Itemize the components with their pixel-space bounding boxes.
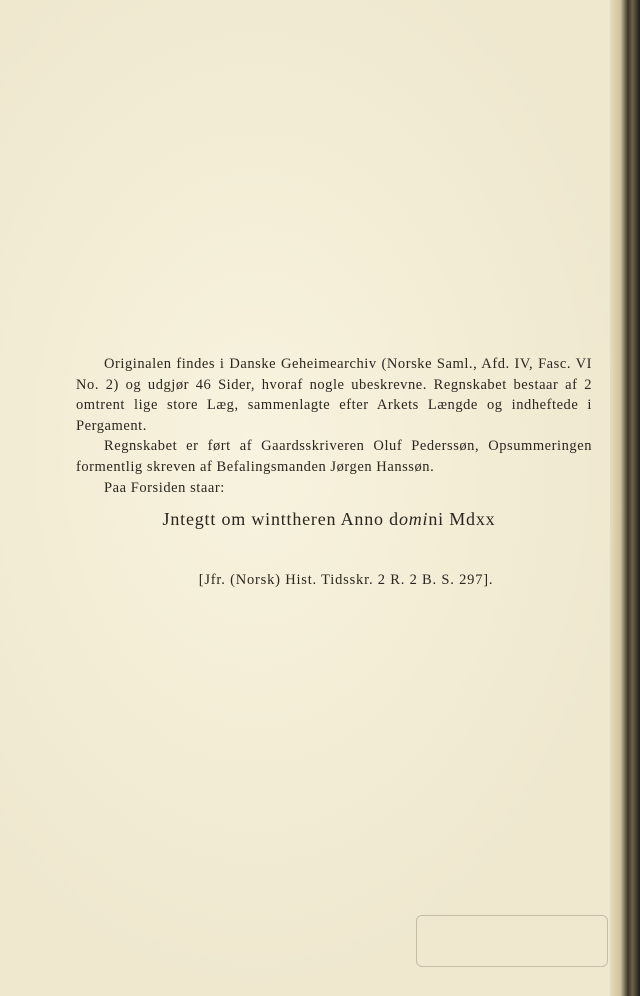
inscription-italic: omi — [398, 509, 429, 530]
paragraph-original-description: Originalen findes i Danske Geheimearchiv (Norske Saml., Afd. IV, Fasc. VI No. 2) og udgjør 46 Sider, hvoraf nogle ubeskrevne. Regnskabet bestaar af 2 omtrent lige store Læg, sammenlagte efter Arkets Længde og indheftede i Pergament. — [76, 356, 592, 434]
page-fold-mark — [416, 915, 608, 967]
paragraph-accounts-author: Regnskabet er ført af Gaardsskriveren Oluf Pederssøn, Opsummeringen formentlig skreven af Befalingsmanden Jørgen Hanssøn. — [76, 438, 592, 475]
inscription-suffix: ni Mdxx — [428, 509, 496, 530]
front-page-inscription — [76, 509, 592, 530]
inscription-prefix: Jntegtt om winttheren Anno d — [162, 509, 399, 530]
reference-note: [Jfr. (Norsk) Hist. Tidsskr. 2 R. 2 B. S. 297]. — [198, 571, 494, 588]
text-block — [76, 354, 592, 590]
paragraph-front-page-intro: Paa Forsiden staar: — [104, 479, 225, 496]
book-spine-edge — [610, 0, 640, 996]
